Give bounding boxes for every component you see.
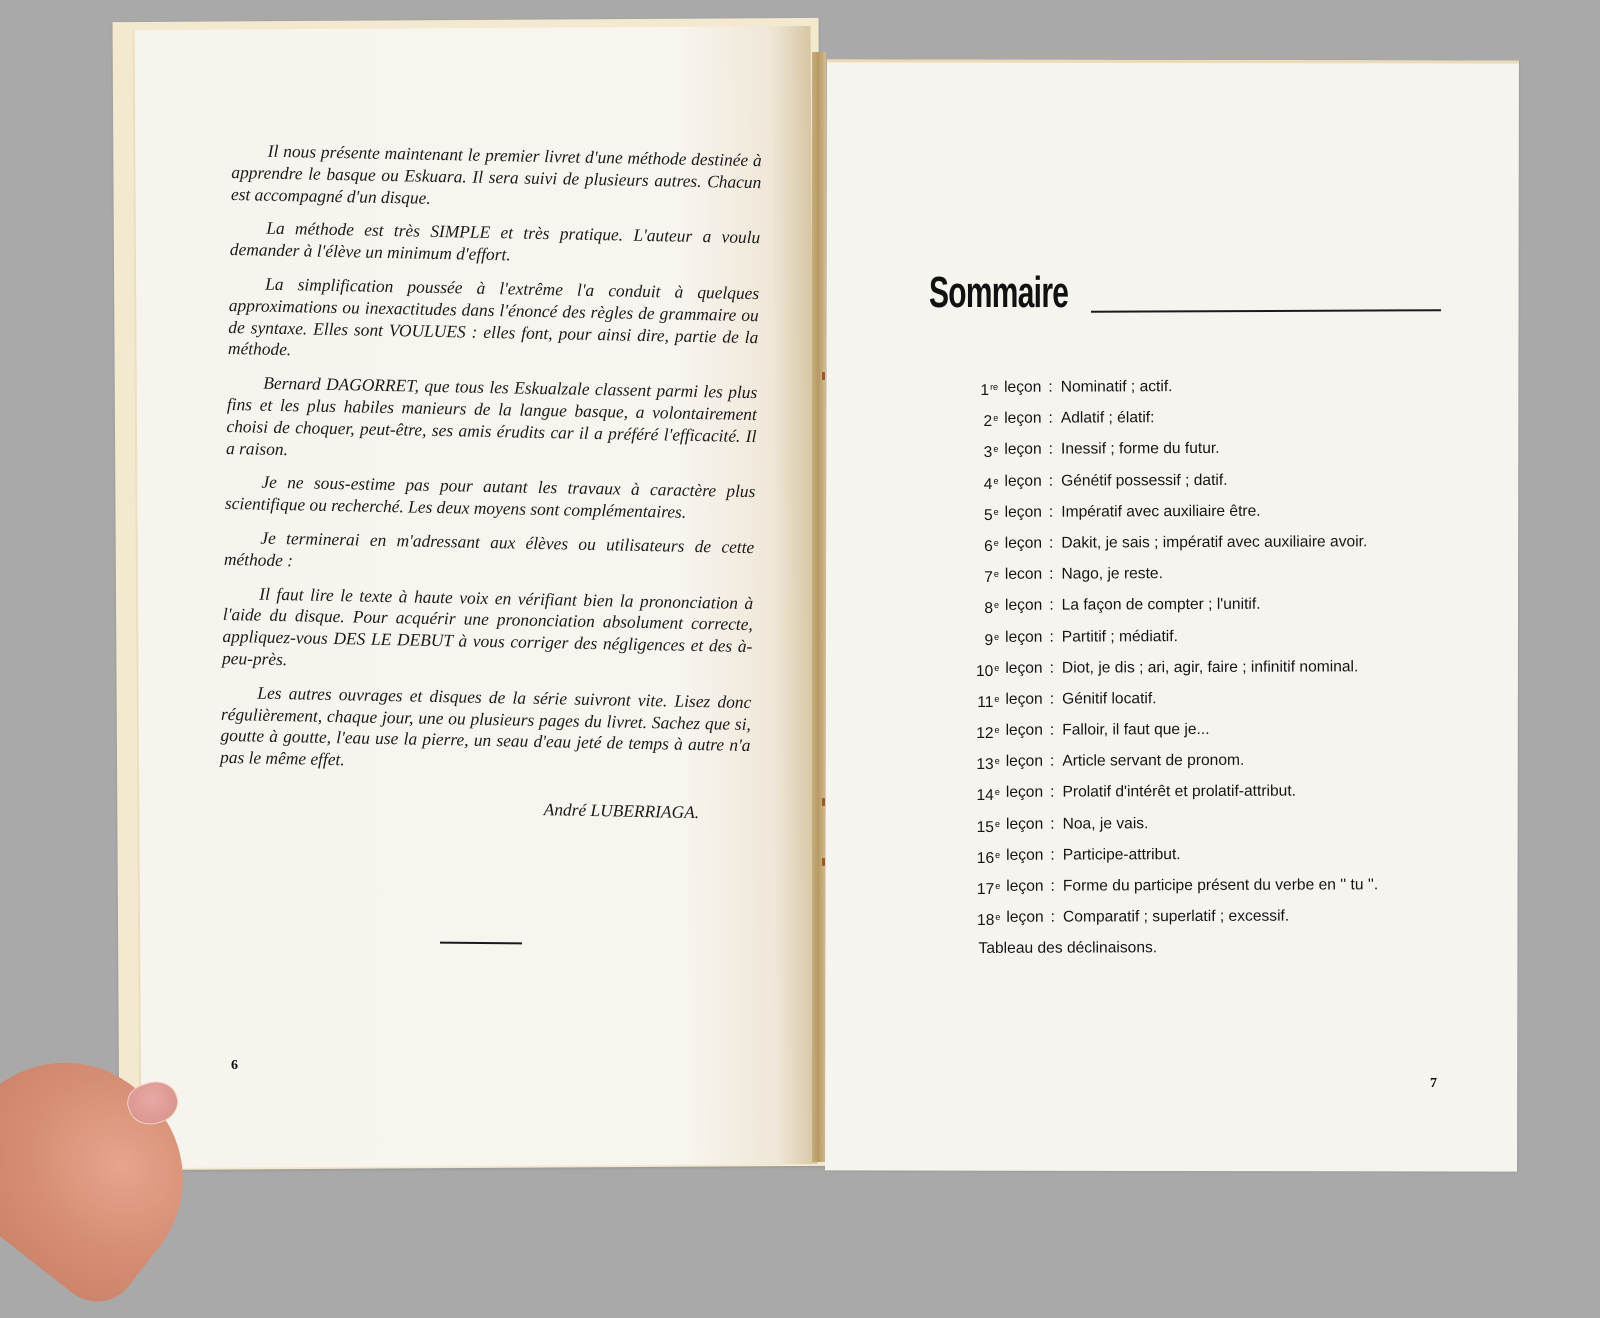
toc-item [972, 900, 1452, 933]
ordinal-suffix: e [993, 413, 999, 424]
ordinal-suffix: e [993, 537, 999, 548]
toc-item [972, 744, 1452, 777]
lesson-number [972, 746, 1000, 777]
separator: : [1050, 846, 1055, 864]
separator: : [1050, 815, 1055, 833]
lesson-number-value: 14 [976, 787, 994, 805]
page-number: 7 [1430, 1076, 1437, 1091]
lesson-word: leçon [1006, 908, 1044, 927]
separator: : [1048, 441, 1054, 459]
lesson-topic: Inessif ; forme du futur. [1060, 440, 1220, 458]
separator: : [1048, 378, 1053, 396]
lesson-word: leçon [1004, 472, 1042, 490]
lesson-topic: Partitif ; médiatif. [1061, 627, 1178, 646]
toc-title: Sommaire [929, 268, 1069, 317]
paragraph: Les autres ouvrages et disques de la série suivront vite. Lisez donc régulièrement, chaque jour, une ou plusieurs pages du livret. Sachez que si, goutte à goutte, l'eau use la pierre, un seau d'eau jeté de temps à autre n'a pas le même effet. [219, 682, 752, 770]
separator: : [1048, 503, 1054, 521]
lesson-number [972, 840, 1000, 871]
title-rule [1091, 309, 1441, 313]
lesson-word: leçon [1006, 877, 1044, 895]
toc-item [971, 682, 1451, 715]
lesson-number [970, 403, 998, 434]
lesson-number-value: 3 [983, 444, 993, 462]
lesson-number-value: 17 [976, 880, 995, 898]
separator: : [1049, 596, 1054, 614]
lesson-topic: Noa, je vais. [1062, 814, 1149, 833]
paragraph: Il nous présente maintenant le premier livret d'une méthode destinée à apprendre le basque ou Eskuara. Il sera suivi de plusieurs autres. Chacun est accompagné d'un disque. [230, 140, 762, 208]
lesson-word: leçon [1004, 596, 1043, 615]
lesson-topic: Prolatif d'intérêt et prolatif-attribut. [1062, 783, 1297, 802]
paragraph: Bernard DAGORRET, que tous les Eskualzale classent parmi les plus fins et les plus habiles manieurs de la langue basque, a volontairement choisi de choquer, peut-être, ses amis érudits car il a préféré l'efficacité. Il a raison. [225, 372, 758, 459]
toc-item [971, 713, 1451, 746]
lesson-number [972, 777, 1000, 808]
lesson-number-value: 15 [976, 818, 995, 836]
toc-item [972, 775, 1452, 808]
separator: : [1049, 565, 1054, 583]
lesson-topic: Nominatif ; actif. [1060, 378, 1173, 396]
separator: : [1050, 877, 1055, 895]
ordinal-suffix: e [994, 724, 1000, 735]
ordinal-suffix: e [994, 756, 1000, 767]
separator: : [1048, 409, 1053, 427]
lesson-number-value: 13 [976, 756, 994, 774]
lesson-number-value: 7 [984, 569, 993, 587]
paragraph: Je terminerai en m'adressant aux élèves ou utilisateurs de cette méthode : [223, 527, 755, 570]
toc-item [971, 557, 1451, 590]
page-number: 6 [231, 1058, 238, 1073]
ordinal-suffix: e [994, 662, 1000, 673]
ordinal-suffix: e [994, 818, 1000, 829]
lesson-word: lecon [1004, 565, 1043, 583]
lesson-word: leçon [1005, 628, 1043, 646]
separator: : [1049, 721, 1055, 739]
lesson-number-value: 9 [984, 631, 994, 649]
lesson-number [970, 434, 998, 465]
binding-staple [822, 372, 825, 380]
binding-gutter [812, 52, 826, 1162]
lesson-word: leçon [1005, 784, 1044, 802]
ordinal-suffix: e [993, 600, 1000, 611]
separator: : [1049, 752, 1055, 770]
ordinal-suffix: e [995, 849, 1001, 860]
lesson-word: leçon [1006, 846, 1044, 864]
lesson-topic: Comparatif ; superlatif ; excessif. [1062, 907, 1290, 926]
toc-item [972, 807, 1452, 840]
lesson-number-value: 8 [984, 600, 994, 618]
lesson-number [970, 465, 998, 496]
lesson-word: leçon [1005, 690, 1043, 708]
separator: : [1050, 784, 1055, 802]
ordinal-suffix: e [994, 631, 1000, 642]
binding-staple [822, 858, 825, 866]
lesson-word: leçon [1005, 815, 1044, 833]
toc-item [970, 432, 1450, 465]
ordinal-suffix: e [994, 787, 1000, 798]
author-signature: André LUBERRIAGA. [543, 799, 700, 823]
lesson-word: leçon [1005, 721, 1043, 739]
lesson-number-value: 16 [976, 849, 995, 867]
lesson-number [971, 528, 999, 559]
lesson-word: leçon [1004, 409, 1042, 428]
separator: : [1048, 534, 1054, 552]
lesson-word: leçon [1004, 534, 1043, 552]
toc-item [971, 651, 1451, 684]
lesson-topic: Falloir, il faut que je... [1062, 721, 1210, 739]
paragraph: Je ne sous-estime pas pour autant les travaux à caractère plus scientifique ou recherché. Les deux moyens sont complémentaires. [224, 471, 756, 522]
paragraph: La simplification poussée à l'extrême l'a conduit à quelques approximations ou inexactitudes dans l'énoncé des règles de grammaire ou de syntaxe. Elles sont VOULUES : elles font, pour ainsi dire, partie de la méthode. [227, 273, 760, 360]
ordinal-suffix: e [993, 506, 999, 517]
lesson-word: leçon [1004, 378, 1042, 396]
toc-item [971, 526, 1451, 559]
lesson-word: leçon [1004, 441, 1042, 459]
lesson-word: leçon [1005, 659, 1043, 677]
lesson-number-value: 18 [976, 912, 995, 930]
separator: : [1049, 690, 1055, 708]
lesson-number [971, 497, 999, 528]
ordinal-suffix: e [995, 912, 1001, 923]
lesson-word: leçon [1004, 503, 1042, 521]
separator: : [1049, 659, 1054, 677]
toc-item [972, 838, 1452, 871]
lesson-topic: Génétif possessif ; datif. [1061, 471, 1228, 490]
lesson-number-value: 11 [977, 693, 994, 711]
binding-staple [822, 798, 825, 806]
lesson-number-value: 6 [984, 537, 993, 555]
table-of-contents [970, 370, 1453, 964]
lesson-topic: Impératif avec auxiliaire être. [1061, 502, 1261, 521]
toc-item [971, 588, 1451, 621]
separator: : [1048, 472, 1054, 490]
toc-item [972, 869, 1452, 902]
lesson-number [971, 590, 999, 621]
lesson-number [970, 372, 998, 403]
ordinal-suffix: e [993, 475, 999, 486]
toc-item [970, 463, 1450, 496]
lesson-word: leçon [1005, 752, 1044, 771]
paragraph: Il faut lire le texte à haute voix en vérifiant bien la prononciation à l'aide du disque. Pour acquérir une prononciation absolument correcte, appliquez-vous DES LE DEBUT à vous corriger des négligences et des à-peu-près. [221, 583, 754, 670]
lesson-topic: La façon de compter ; l'unitif. [1061, 596, 1261, 614]
ordinal-suffix: e [993, 444, 999, 455]
lesson-number [972, 808, 1000, 839]
lesson-number [971, 621, 999, 652]
lesson-number [971, 653, 999, 684]
lesson-topic: Adlatif ; élatif: [1060, 409, 1155, 427]
lesson-number [971, 715, 999, 746]
lesson-number [971, 684, 999, 715]
lesson-topic: Dakit, je sais ; impératif avec auxiliaire avoir. [1061, 533, 1368, 552]
lesson-topic: Participe-attribut. [1062, 845, 1181, 864]
lesson-number-value: 5 [983, 506, 993, 524]
toc-item [971, 495, 1451, 528]
toc-header [929, 268, 1441, 322]
lesson-number-value: 12 [976, 724, 994, 743]
lesson-number [971, 559, 999, 590]
lesson-topic: Diot, je dis ; ari, agir, faire ; infinitif nominal. [1061, 657, 1359, 677]
preface-text [219, 140, 762, 837]
lesson-topic: Nago, je reste. [1061, 565, 1163, 583]
toc-item [970, 401, 1450, 434]
separator: : [1050, 908, 1056, 926]
lesson-number-value: 2 [983, 413, 993, 431]
lesson-number [972, 871, 1000, 902]
lesson-number-value: 4 [983, 475, 993, 493]
lesson-topic: Génitif locatif. [1062, 690, 1157, 708]
lesson-topic: Article servant de pronom. [1062, 752, 1245, 770]
ordinal-suffix: e [995, 880, 1001, 891]
ordinal-suffix: re [990, 381, 999, 392]
lesson-number-value: 1 [980, 381, 990, 399]
toc-item-declension-table: Tableau des déclinaisons. [978, 939, 1158, 958]
separator: : [1049, 628, 1054, 646]
ordinal-suffix: e [993, 569, 999, 580]
ordinal-suffix: e [994, 693, 1000, 704]
lesson-number [972, 902, 1000, 933]
toc-item [970, 370, 1450, 403]
toc-item [971, 619, 1451, 652]
lesson-topic: Forme du participe présent du verbe en '' tu ''. [1062, 876, 1379, 895]
paragraph: La méthode est très SIMPLE et très pratique. L'auteur a voulu demander à l'élève un minimum d'effort. [229, 218, 761, 265]
lesson-number-value: 10 [975, 662, 994, 680]
